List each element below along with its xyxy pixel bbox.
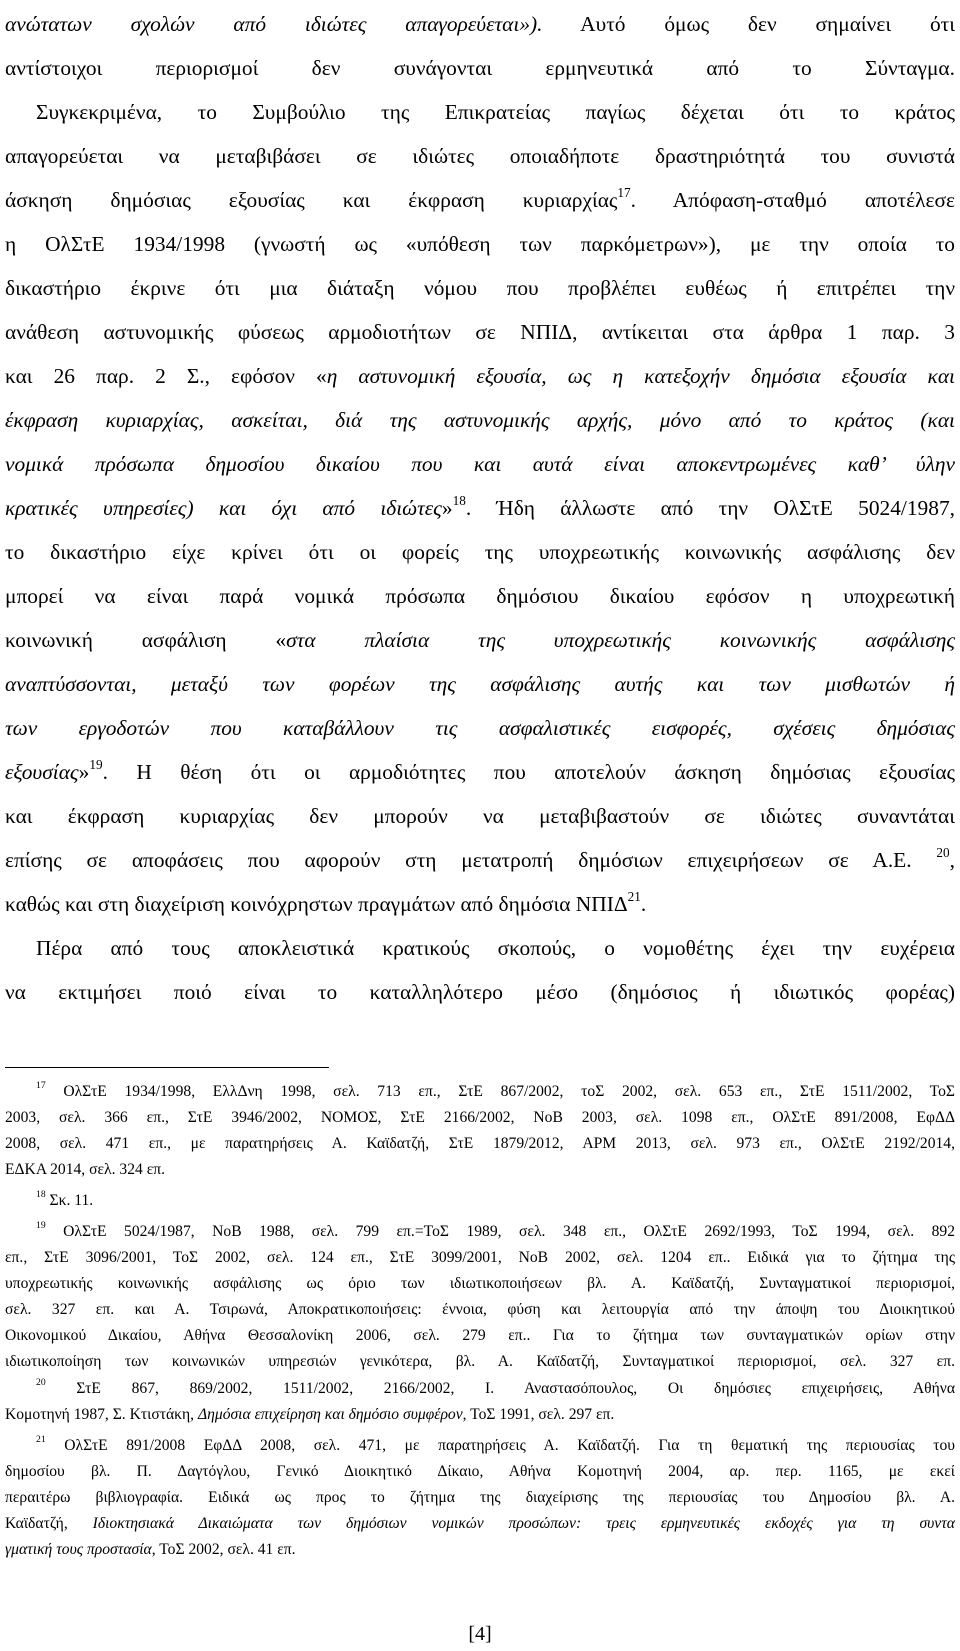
body-line [5,452,955,477]
body-line [5,12,955,37]
text-run: δικαστήριο έκρινε ότι μια διάταξη νόμου που προβλέπει ευθέως ή επιτρέπει την [5,276,955,300]
text-run: ΟλΣτΕ 5024/1987, ΝοΒ 1988, σελ. 799 επ.=ΤοΣ 1989, σελ. 348 επ., ΟλΣτΕ 2692/1993, ΤοΣ 1994, σελ. 892 [45,1223,955,1240]
footnote-reference: 17 [36,1080,46,1092]
text-run: σελ. 327 επ. και Α. Τσιρωνά, Αποκρατικοποιήσεις: έννοια, φύση και λειτουργία από την άποψη του Διοικητικού [5,1301,955,1318]
body-line [5,540,955,565]
text-run: . Η θέση ότι οι αρμοδιότητες που αποτελούν άσκηση δημόσιας εξουσίας [102,760,955,784]
text-run: . [640,892,647,916]
text-run: » [78,760,90,784]
italic-text: κρατικές υπηρεσίες) και όχι από ιδιώτες [5,496,442,520]
italic-text: ανώτατων σχολών από ιδιώτες απαγορεύεται»). [5,12,543,36]
body-line [5,756,955,785]
text-run: καθώς και στη διαχείριση κοινόχρηστων πραγμάτων από δημόσια ΝΠΙΔ [5,892,628,916]
text-run: Αυτό όμως δεν σημαίνει ότι [542,12,955,36]
footnote-line [5,1301,955,1319]
text-run: ΟλΣτΕ 891/2008 ΕφΔΔ 2008, σελ. 471, με παρατηρήσεις Α. Καϊδατζή. Για τη θεματική της περιουσίας του [45,1437,955,1454]
text-run: , ΤοΣ 1991, σελ. 297 επ. [462,1406,615,1423]
footnote-separator [5,1067,329,1068]
body-line [5,628,955,653]
body-line [36,936,955,961]
text-run: ΕΔΚΑ 2014, σελ. 324 επ. [5,1161,166,1178]
text-run: ιδιωτικοποίηση των κοινωνικών υπηρεσιών γενικότερα, βλ. Α. Καϊδατζή, Συνταγματικοί περιορισμοί, σελ. 327 επ. [5,1353,955,1370]
text-run: ανάθεση αστυνομικής φύσεως αρμοδιοτήτων σε ΝΠΙΔ, αντίκειται στα άρθρα 1 παρ. 3 [5,320,955,344]
footnote-reference: 18 [452,492,466,508]
italic-text: των εργοδοτών που καταβάλλουν τις ασφαλιστικές εισφορές, σχέσεις δημόσιας [5,716,955,740]
text-run: και έκφραση κυριαρχίας δεν μπορούν να μεταβιβαστούν σε ιδιώτες συναντάται [5,804,955,828]
page-number: [4] [468,1623,492,1645]
text-run: απαγορεύεται να μεταβιβάσει σε ιδιώτες οποιαδήποτε δραστηριότητά του συνιστά [5,144,955,168]
footnote-line [5,1135,955,1153]
text-run: δημοσίου βλ. Π. Δαγτόγλου, Γενικό Διοικητικό Δίκαιο, Αθήνα Κομοτηνή 2004, αρ. περ. 1165, με εκεί [5,1463,955,1480]
italic-text: εξουσίας [5,760,79,784]
body-line [5,276,955,301]
footnote-reference: 19 [89,756,103,772]
footnote-reference: 20 [36,1377,46,1389]
text-run: περαιτέρω βιβλιογραφία. Ειδικά ως προς το ζήτημα της διαχείρισης της περιουσίας του Δημοσίου βλ. Α. [5,1489,955,1506]
body-line [5,716,955,741]
text-run: και 26 παρ. 2 Σ., εφόσον « [5,364,327,388]
body-line [5,320,955,345]
text-run: Σκ. 11. [45,1192,94,1209]
body-line [5,844,955,873]
body-line [5,584,955,609]
footnote-line [36,1434,955,1455]
text-run: Καϊδατζή, [5,1515,93,1532]
text-run: Κομοτηνή 1987, Σ. Κτιστάκη, [5,1406,198,1423]
text-run: 2008, σελ. 471 επ., με παρατηρήσεις Α. Καϊδατζή, ΣτΕ 1879/2012, ΑΡΜ 2013, σελ. 973 επ., ΟλΣτΕ 2192/2014, [5,1135,955,1152]
italic-text: Ιδιοκτησιακά Δικαιώματα των δημόσιων νομικών προσώπων: τρεις ερμηνευτικές εκδοχές για τη συντα [92,1515,955,1532]
text-run: ΣτΕ 867, 869/2002, 1511/2002, 2166/2002, Ι. Αναστασόπουλος, Οι δημόσιες επιχειρήσεις, Αθήνα [45,1380,955,1397]
footnote-line [5,1161,955,1179]
footnote-line [36,1189,955,1210]
text-run: Πέρα από τους αποκλειστικά κρατικούς σκοπούς, ο νομοθέτης έχει την ευχέρεια [36,936,955,960]
text-run: μπορεί να είναι παρά νομικά πρόσωπα δημόσιου δικαίου εφόσον η υποχρεωτική [5,584,955,608]
italic-text: αναπτύσσονται, μεταξύ των φορέων της ασφάλισης αυτής και των μισθωτών ή [5,672,955,696]
footnote-line [5,1541,955,1559]
footnote-reference: 19 [36,1220,46,1232]
text-run: επ., ΣτΕ 3096/2001, ΤοΣ 2002, σελ. 124 επ., ΣτΕ 3099/2001, ΝοΒ 2002, σελ. 1204 επ.. Ειδικά για το ζήτημα της [5,1249,955,1266]
body-line [5,184,956,213]
italic-text: στα πλαίσια της υποχρεωτικής κοινωνικής ασφάλισης [286,628,955,652]
body-line [5,980,955,1005]
footnote-line [36,1220,955,1241]
text-run: Οικονομικού Δικαίου, Αθήνα Θεσσαλονίκη 2006, σελ. 279 επ.. Για το ζήτημα των συνταγματικών ορίων στην [5,1327,955,1344]
italic-text: η αστυνομική εξουσία, ως η κατεξοχήν δημόσια εξουσία και [326,364,955,388]
footnote-line [5,1463,955,1481]
text-run: υποχρεωτικής κοινωνικής ασφάλισης ως όριο των ιδιωτικοποιήσεων βλ. Α. Καϊδατζή, Συνταγματικοί περιορισμοί, [5,1275,955,1292]
footnote-line [5,1249,955,1267]
italic-text: γματική τους προστασία [5,1541,152,1558]
italic-text: νομικά πρόσωπα δημοσίου δικαίου που και αυτά είναι αποκεντρωμένες καθ’ ύλην [5,452,955,476]
text-run: κοινωνική ασφάλιση « [5,628,287,652]
italic-text: έκφραση κυριαρχίας, ασκείται, διά της αστυνομικής αρχής, μόνο από το κράτος (και [5,408,955,432]
footnote-line [5,1515,955,1533]
footnote-line [5,1353,955,1371]
footnote-line [5,1109,955,1127]
text-run: , ΤοΣ 2002, σελ. 41 επ. [151,1541,296,1558]
body-line [5,364,955,389]
body-line [5,408,955,433]
text-run: η ΟλΣτΕ 1934/1998 (γνωστή ως «υπόθεση των παρκόμετρων»), με την οποία το [5,232,955,256]
footnote-line [5,1327,955,1345]
footnote-reference: 20 [936,844,950,860]
body-line [5,144,955,169]
body-line [5,804,955,829]
body-line [5,888,955,917]
text-run: αντίστοιχοι περιορισμοί δεν συνάγονται ερμηνευτικά από το Σύνταγμα. [5,56,955,80]
body-line [36,100,955,125]
italic-text: Δημόσια επιχείρηση και δημόσιο συμφέρον [197,1406,463,1423]
text-run: 2003, σελ. 366 επ., ΣτΕ 3946/2002, ΝΟΜΟΣ, ΣτΕ 2166/2002, ΝοΒ 2003, σελ. 1098 επ., ΟλΣτΕ 891/2008, ΕφΔΔ [5,1109,955,1126]
body-line [5,232,955,257]
text-run: . Απόφαση-σταθμό αποτέλεσε [630,188,956,212]
text-run: να εκτιμήσει ποιό είναι το καταλληλότερο μέσο (δημόσιος ή ιδιωτικός φορέας) [5,980,955,1004]
text-run: άσκηση δημόσιας εξουσίας και έκφραση κυριαρχίας [5,188,618,212]
text-run: ΟλΣτΕ 1934/1998, ΕλλΔνη 1998, σελ. 713 επ., ΣτΕ 867/2002, τοΣ 2002, σελ. 653 επ., ΣτΕ 1511/2002, ΤοΣ [45,1083,955,1100]
text-run: επίσης σε αποφάσεις που αφορούν στη μετατροπή δημόσιων επιχειρήσεων σε Α.Ε. [5,848,937,872]
body-line [5,56,955,81]
footnote-reference: 17 [617,184,631,200]
text-run: , [949,848,955,872]
text-run: Συγκεκριμένα, το Συμβούλιο της Επικρατείας παγίως δέχεται ότι το κράτος [36,100,955,124]
body-line [5,672,955,697]
footnote-line [36,1080,955,1101]
footnote-reference: 21 [627,888,641,904]
body-line [5,492,955,521]
text-run: . Ήδη άλλωστε από την ΟλΣτΕ 5024/1987, [465,496,955,520]
footnote-reference: 21 [36,1434,46,1446]
footnote-reference: 18 [36,1189,46,1201]
footnote-line [5,1406,955,1424]
text-run: το δικαστήριο είχε κρίνει ότι οι φορείς της υποχρεωτικής κοινωνικής ασφάλισης δεν [5,540,955,564]
footnote-line [5,1275,955,1293]
footnote-line [5,1489,955,1507]
text-run: » [441,496,453,520]
footnote-line [36,1377,955,1398]
